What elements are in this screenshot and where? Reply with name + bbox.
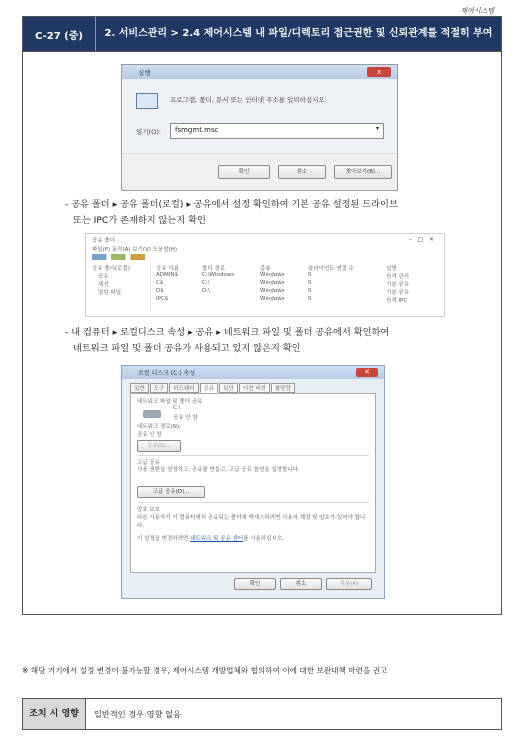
tab-quota: 할당량 xyxy=(271,383,295,393)
sharing-tab-panel xyxy=(130,393,376,573)
browse-button: 찾아보기(B)... xyxy=(334,165,392,179)
ok-button: 확인 xyxy=(218,165,270,179)
share-button: 공유(S)... xyxy=(137,440,181,452)
advanced-share-title: 고급 공유 xyxy=(137,460,161,466)
share-clients: 0 xyxy=(308,272,312,278)
shares-tree xyxy=(92,264,151,312)
tree-item: 세션 xyxy=(98,282,109,288)
password-protection-title: 암호 보호 xyxy=(137,507,161,513)
tab-tools: 도구 xyxy=(150,383,169,393)
share-clients: 0 xyxy=(308,280,312,286)
table-row xyxy=(156,288,440,296)
share-path: D:\ xyxy=(202,288,210,294)
para2-line1: - 내 컴퓨터 ▸ 로컬디스크 속성 ▸ 공유 ▸ 네트워크 파일 및 폴더 공유에서 확인하여 xyxy=(65,327,390,338)
share-name: IPC$ xyxy=(156,296,169,302)
open-label: 열기(O): xyxy=(136,128,161,136)
cancel-button: 취소 xyxy=(278,165,326,179)
share-clients: 0 xyxy=(308,296,312,302)
toolbar-icons xyxy=(92,254,212,260)
chevron-down-icon: ▾ xyxy=(375,125,379,132)
share-desc: 기본 공유 xyxy=(386,290,410,296)
table-row xyxy=(156,296,440,304)
tab-hardware: 하드웨어 xyxy=(169,383,198,393)
column-header: 설명 xyxy=(386,266,397,272)
share-path: C:\ xyxy=(202,280,210,286)
disk-props-tabs xyxy=(130,383,295,393)
disk-properties-screenshot xyxy=(121,365,385,599)
apply-button: 적용(A) xyxy=(326,578,372,590)
share-type: Windows xyxy=(260,296,285,302)
advanced-share-text: 사용 권한을 설정하고, 공유를 만들고, 고급 공유 옵션을 설정합니다. xyxy=(137,467,300,473)
impact-row xyxy=(22,698,502,730)
header-tag: 제어시스템 xyxy=(460,7,494,15)
table-row xyxy=(156,272,440,280)
password-link-line xyxy=(137,534,284,542)
share-name: D$ xyxy=(156,288,164,294)
share-status: 공유 안 함 xyxy=(173,415,198,421)
tree-item: 열린 파일 xyxy=(98,290,122,296)
impact-value: 일반적인 경우 영향 없음 xyxy=(94,708,181,719)
table-header xyxy=(156,264,440,272)
column-header: 종류 xyxy=(260,266,271,272)
shares-table xyxy=(156,264,440,304)
shares-menu: 파일(F) 동작(A) 보기(V) 도움말(H) xyxy=(92,247,178,253)
drive-name: C:\ xyxy=(173,405,181,411)
close-icon: x xyxy=(367,67,391,77)
divider xyxy=(137,455,369,456)
content-box xyxy=(23,51,501,614)
share-desc: 기본 공유 xyxy=(386,282,410,288)
share-type: Windows xyxy=(260,288,285,294)
column-header: 폴더 경로 xyxy=(202,266,226,272)
impact-label: 조치 시 영향 xyxy=(23,699,86,729)
tree-item: 공유 폴더(로컬) xyxy=(92,266,130,272)
share-name: C$ xyxy=(156,280,164,286)
run-program-icon xyxy=(136,93,158,109)
para2-line2: 네트워크 파일 및 폴더 공유가 사용되고 있지 않은지 확인 xyxy=(73,343,301,354)
run-dialog-titlebar xyxy=(122,65,397,79)
tab-sharing: 공유 xyxy=(200,383,219,393)
item-title: 2. 서비스관리 > 2.4 제어시스템 내 파일/디렉토리 접근권한 및 신뢰관계를 적절히 부여 xyxy=(104,28,493,39)
drive-icon xyxy=(143,410,161,418)
para1-line1: - 공유 폴더 ▸ 공유 폴더(로컬) ▸ 공유에서 설정 확인하여 기본 공유 설정된 드라이브 xyxy=(65,199,398,210)
password-link-pre: 이 설정을 변경하려면 xyxy=(137,536,191,542)
advanced-share-button: 고급 공유(D)... xyxy=(137,486,205,498)
item-code: C-27 (중) xyxy=(23,17,96,51)
share-desc: 원격 IPC xyxy=(386,298,408,304)
divider xyxy=(137,502,369,503)
disk-props-titlebar xyxy=(122,366,384,379)
open-input xyxy=(170,123,384,139)
open-input-value: fsmgmt.msc xyxy=(175,126,219,134)
network-path-label: 네트워크 경로(N): xyxy=(137,424,181,430)
password-protection-text: 다른 사용자가 이 컴퓨터에서 공유되는 폴더에 액세스하려면 사용자 계정 및 암호가 있어야 합니다. xyxy=(137,515,366,529)
cancel-button: 취소 xyxy=(280,578,322,590)
share-path xyxy=(202,296,260,304)
share-clients: 0 xyxy=(308,288,312,294)
shares-window-title: 공유 폴더 xyxy=(92,238,116,244)
disk-props-title: 로컬 디스크 (C:) 속성 xyxy=(138,370,196,377)
network-sharing-center-link: 네트워크 및 공유 센터 xyxy=(190,536,244,542)
password-link-post: 를 사용하십시오. xyxy=(243,536,284,542)
title-row xyxy=(23,17,501,51)
tab-security: 보안 xyxy=(219,383,238,393)
note-text: ※ 해당 기기에서 설정 변경이 불가능할 경우, 제어시스템 개발업체와 협의하여 이에 대한 보완대책 마련을 권고 xyxy=(22,666,388,675)
column-header: 클라이언트 연결 수 xyxy=(308,266,355,272)
window-controls-icon: – □ ✕ xyxy=(408,236,434,243)
close-icon: ✕ xyxy=(356,368,378,377)
run-dialog-screenshot xyxy=(121,64,398,191)
tab-general: 일반 xyxy=(130,383,149,393)
share-path: C:\Windows xyxy=(202,272,235,278)
share-type: Windows xyxy=(260,280,285,286)
table-row xyxy=(156,280,440,288)
shared-folders-screenshot xyxy=(85,233,445,317)
para1-line2: 또는 IPC가 존재하지 않는지 확인 xyxy=(73,215,206,226)
ok-button: 확인 xyxy=(234,578,276,590)
share-name: ADMIN$ xyxy=(156,272,178,278)
check-item-table xyxy=(22,16,502,615)
column-header: 공유 이름 xyxy=(156,266,180,272)
network-path-value: 공유 안 함 xyxy=(137,432,162,438)
tree-item: 공유 xyxy=(98,274,109,280)
share-type: Windows xyxy=(260,272,285,278)
network-share-title: 네트워크 파일 및 폴더 공유 xyxy=(137,399,203,405)
run-dialog-title: 실행 xyxy=(138,68,151,77)
tab-previous-versions: 이전 버전 xyxy=(239,383,270,393)
run-description: 프로그램, 폴더, 문서 또는 인터넷 주소를 입력하십시오. xyxy=(170,96,327,104)
share-desc: 원격 관리 xyxy=(386,274,410,280)
